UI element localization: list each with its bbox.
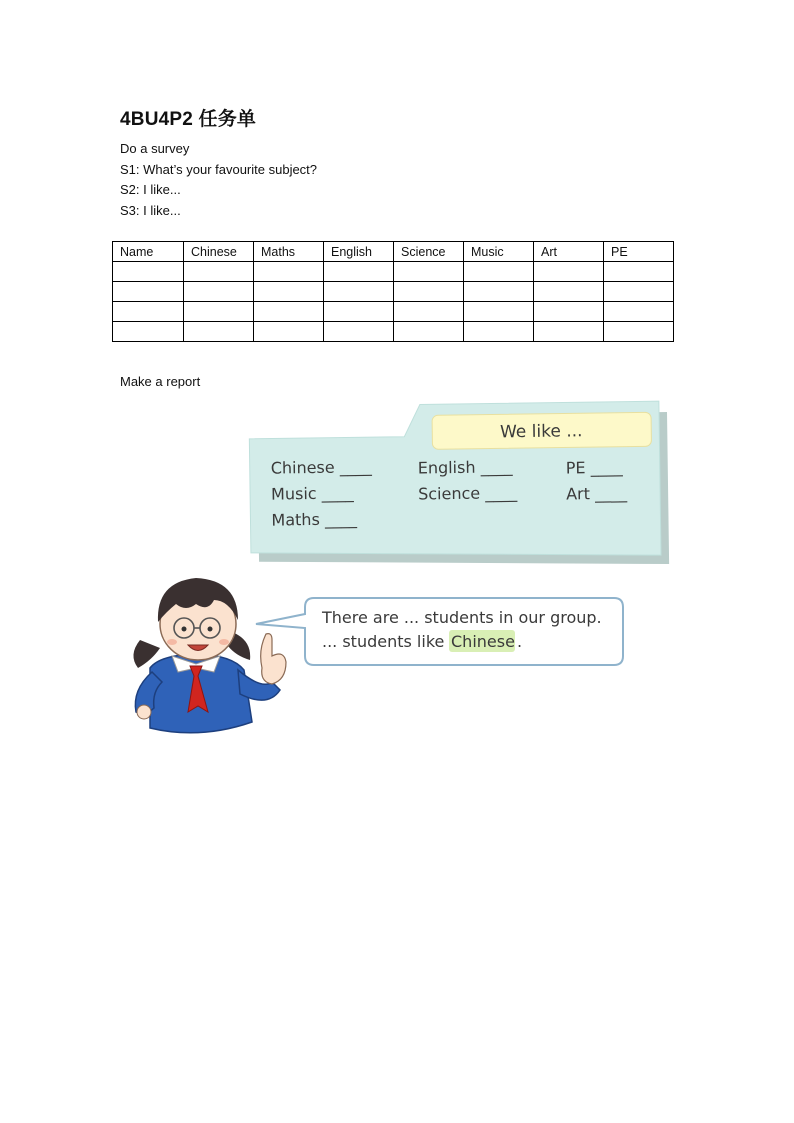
speech-line-2-suffix: .: [517, 632, 523, 651]
page-title: 4BU4P2 任务单: [120, 109, 257, 130]
card-item-pe: PE ____: [565, 457, 623, 478]
column-header-music: Music: [464, 242, 534, 262]
card-item-chinese: Chinese ____: [270, 457, 372, 478]
card-item-english: English ____: [417, 457, 513, 478]
speech-line-2-prefix: ... students like: [322, 632, 445, 651]
column-header-english: English: [324, 242, 394, 262]
girl-illustration: [133, 578, 286, 733]
column-header-science: Science: [394, 242, 464, 262]
card-item-science: Science ____: [417, 483, 518, 504]
column-header-pe: PE: [604, 242, 674, 262]
survey-line-s3: S3: I like...: [120, 203, 181, 218]
survey-heading: Do a survey: [120, 141, 190, 156]
card-item-music: Music ____: [270, 483, 354, 504]
card-item-maths: Maths ____: [271, 509, 358, 530]
speech-highlight: Chinese: [451, 632, 515, 651]
we-like-title: We like ...: [499, 421, 583, 443]
survey-line-s1: S1: What’s your favourite subject?: [120, 162, 318, 177]
survey-line-s2: S2: I like...: [120, 182, 181, 197]
column-header-art: Art: [534, 242, 604, 262]
report-heading: Make a report: [120, 374, 201, 389]
column-header-name: Name: [113, 242, 184, 262]
speech-bubble: [256, 598, 623, 665]
we-like-card: [249, 401, 669, 570]
card-item-art: Art ____: [566, 483, 628, 504]
column-header-chinese: Chinese: [184, 242, 254, 262]
speech-line-1: There are ... students in our group.: [322, 608, 602, 627]
column-header-maths: Maths: [254, 242, 324, 262]
